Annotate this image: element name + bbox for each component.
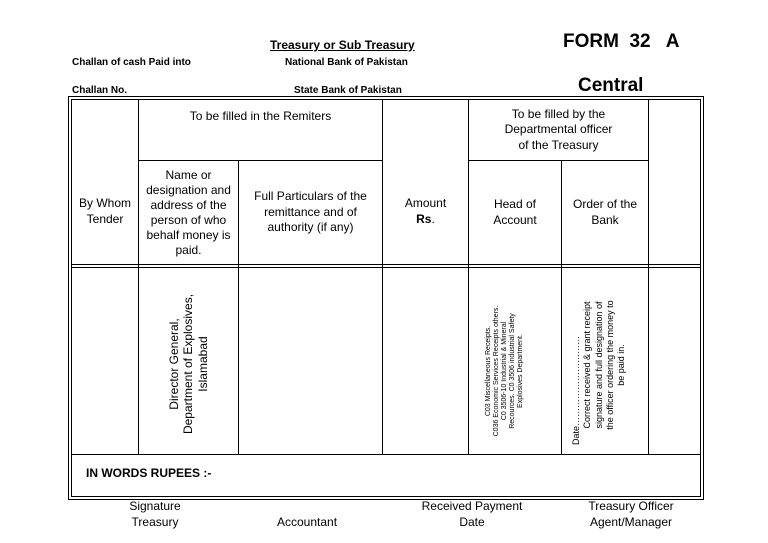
amount-unit: Rs [416,212,432,226]
accountant-label: Accountant [277,515,338,529]
signature-treasury: Signature Treasury [129,499,181,530]
amount-header: Amount Rs. [404,196,447,226]
full-particulars-header: Full Particulars of the remittance and of authority (if any) [254,189,367,235]
departmental-header: To be filled by the Departmental officer of the Treasury [504,106,613,152]
head-of-account-header: Head of Account [493,196,537,227]
remitters-header: To be filled in the Remiters [189,109,332,123]
order-of-bank-detail: Date………………………… Correct received & grant receipt signature and full designation of the officer ordering the money to be paid in. [571,300,626,445]
received-payment-date: Received Payment Date [421,499,523,530]
central-label: Central [578,75,644,96]
vline-3 [382,99,383,454]
in-words-rupees: IN WORDS RUPEES :- [86,466,212,480]
by-whom-tender: By Whom Tender [78,196,131,226]
vline-6 [648,99,649,454]
hline-header-bottom-2 [71,267,701,268]
treasury-officer-agent: Treasury Officer Agent/Manager [588,499,674,530]
state-bank: State Bank of Pakistan [294,85,402,96]
national-bank: National Bank of Pakistan [285,57,408,68]
head-of-account-detail: C03 Miscellaneous Receipts. C036 Economic Services Receipts others. C0 3506-10 Industrial & Mineral Recources. C0 3506 industrial Safety Explosives Department. [485,305,525,437]
form-title: FORM 32 A [563,31,680,52]
name-designation-header: Name or designation and address of the person of who behalf money is paid. [146,167,231,257]
treasury-title: Treasury or Sub Treasury [270,38,415,52]
challan-paid-into: Challan of cash Paid into [72,57,191,68]
hline-body-bottom [71,454,701,455]
order-of-bank-header: Order of the Bank [572,196,638,227]
amount-unit-suffix: . [431,212,435,226]
vline-1 [138,99,139,454]
challan-no-label: Challan No. [72,85,128,96]
hline-header-bottom-1 [71,264,701,265]
director-general-text: Director General, Department of Explosives, Islamabad [167,293,210,435]
